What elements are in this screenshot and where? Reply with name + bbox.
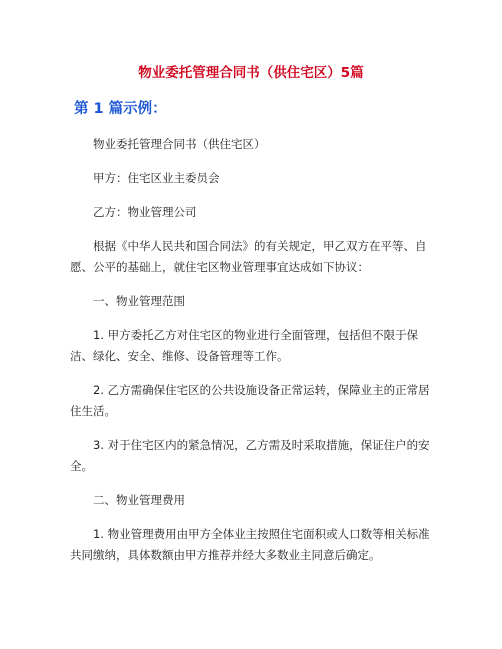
- paragraph-clause-1-1: 1. 甲方委托乙方对住宅区的物业进行全面管理，包括但不限于保洁、绿化、安全、维修、设备管理等工作。: [70, 328, 419, 363]
- paragraph-preamble: 根据《中华人民共和国合同法》的有关规定，甲乙双方在平等、自愿、公平的基础上，就住宅区物业管理事宜达成如下协议：: [70, 239, 427, 274]
- paragraph-section-2-title: 二、物业管理费用: [93, 493, 185, 507]
- paragraph-clause-2-1: 1. 物业管理费用由甲方全体业主按照住宅面积或人口数等相关标准共同缴纳，具体数额由甲方推荐并经大多数业主同意后确定。: [70, 527, 430, 562]
- paragraph-contract-name: 物业委托管理合同书（供住宅区）: [93, 137, 266, 151]
- section-heading: 第 1 篇示例：: [74, 101, 167, 117]
- paragraph-clause-1-3: 3. 对于住宅区内的紧急情况，乙方需及时采取措施，保证住户的安全。: [70, 438, 430, 473]
- paragraph-party-b: 乙方：物业管理公司: [93, 205, 197, 219]
- paragraph-section-1-title: 一、物业管理范围: [93, 294, 185, 308]
- paragraph-party-a: 甲方：住宅区业主委员会: [93, 171, 220, 185]
- document-title: 物业委托管理合同书（供住宅区）5篇: [138, 65, 364, 81]
- document-body: [70, 134, 432, 579]
- paragraph-clause-1-2: 2. 乙方需确保住宅区的公共设施设备正常运转，保障业主的正常居住生活。: [70, 383, 430, 418]
